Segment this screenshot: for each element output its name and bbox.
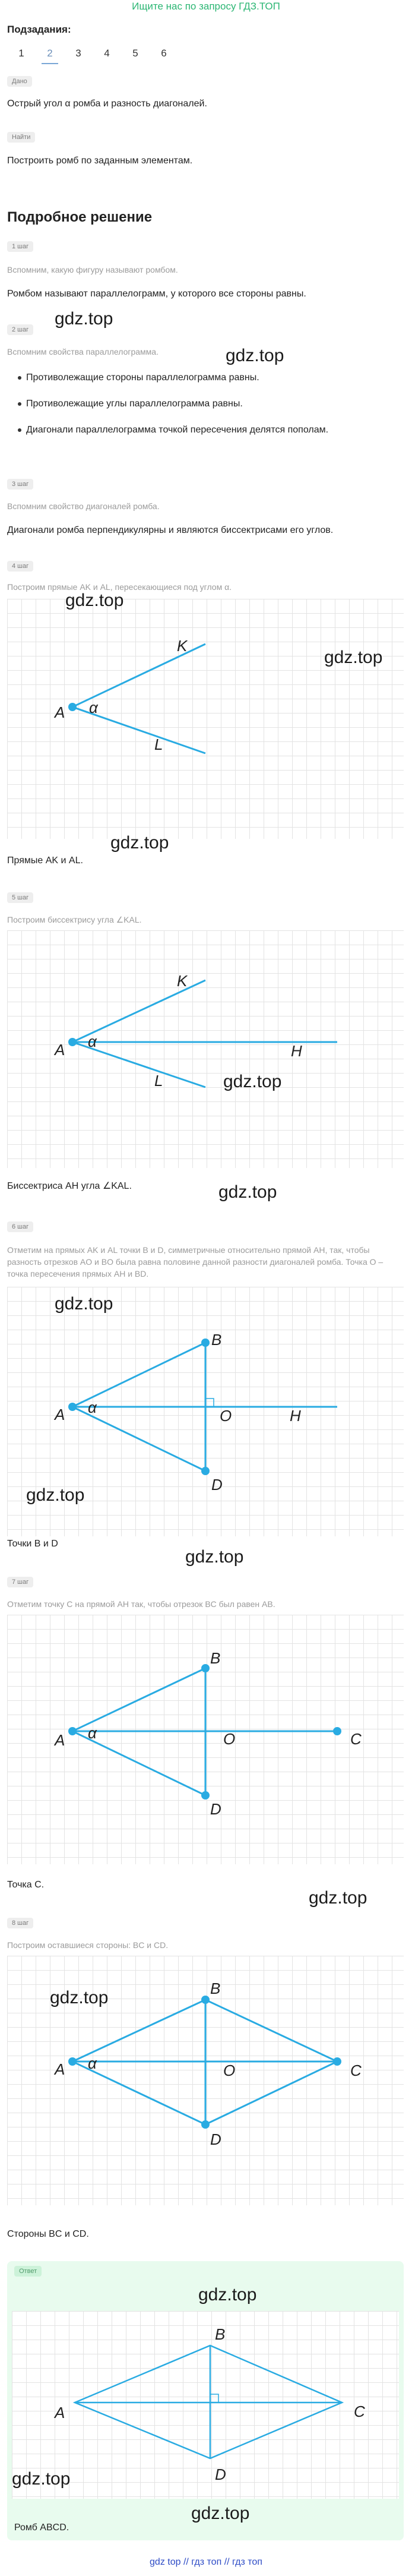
label-alpha: α (88, 1399, 97, 1416)
subtask-tab-3[interactable]: 3 (75, 48, 81, 59)
step-5-muted: Построим биссектрису угла ∠KAL. (7, 915, 142, 924)
point-a (68, 1727, 77, 1735)
watermark: gdz.top (309, 1888, 367, 1908)
answer-caption: Ромб ABCD. (14, 2523, 69, 2533)
point-d (201, 1791, 210, 1800)
figure-5-grid (7, 930, 404, 1168)
step-6-chip: 6 шаг (7, 1221, 33, 1232)
right-angle-mark (205, 1399, 214, 1407)
watermark: gdz.top (55, 309, 113, 329)
point-c (333, 2057, 341, 2066)
footer-links[interactable]: gdz top // гдз топ // гдз топ (150, 2557, 262, 2567)
watermark: gdz.top (50, 1988, 109, 2007)
subtask-tab-5[interactable]: 5 (132, 48, 138, 59)
label-a: A (55, 1731, 65, 1749)
label-a: A (55, 2404, 65, 2422)
given-chip: Дано (7, 76, 32, 87)
step-1-text: Ромбом называют параллелограмм, у которого все стороны равны. (7, 289, 306, 299)
step-8-caption: Стороны BC и CD. (7, 2229, 89, 2239)
step-4-caption: Прямые AK и AL. (7, 855, 83, 866)
label-d: D (210, 2130, 221, 2148)
label-l: L (154, 735, 163, 753)
step-2-muted: Вспомним свойства параллелограмма. (7, 347, 159, 356)
point-c (333, 1727, 341, 1735)
watermark: gdz.top (218, 1182, 277, 1202)
step-3-text: Диагонали ромба перпендикулярны и являются биссектрисами его углов. (7, 525, 334, 535)
step-5-chip: 5 шаг (7, 892, 33, 903)
label-h: H (290, 1407, 301, 1425)
subtask-tab-1[interactable]: 1 (18, 48, 24, 59)
step-3-chip: 3 шаг (7, 479, 33, 490)
find-chip: Найти (7, 132, 35, 143)
step-7-caption: Точка C. (7, 1880, 45, 1890)
label-d: D (211, 1476, 223, 1494)
label-k: K (177, 637, 188, 655)
label-a: A (55, 703, 65, 721)
point-b (201, 1996, 210, 2004)
step-2-chip: 2 шаг (7, 324, 33, 335)
step-8-chip: 8 шаг (7, 1918, 33, 1928)
watermark: gdz.top (198, 2285, 257, 2304)
label-a: A (55, 1041, 65, 1059)
step-1-chip: 1 шаг (7, 241, 33, 252)
label-a: A (55, 1406, 65, 1423)
right-angle-mark (210, 2394, 218, 2403)
point-a (68, 2057, 77, 2066)
answer-box (7, 2261, 404, 2540)
label-o: O (223, 1730, 236, 1748)
step-8-muted: Построим оставшиеся стороны: BC и CD. (7, 1940, 169, 1950)
label-b: B (210, 1980, 221, 1997)
step-2-list (7, 372, 328, 450)
step-1-muted: Вспомним, какую фигуру называют ромбом. (7, 265, 178, 274)
point-d (201, 2120, 210, 2129)
watermark: gdz.top (223, 1072, 282, 1091)
figure-7-grid (7, 1615, 404, 1864)
top-banner[interactable]: Ищите нас по запросу ГДЗ.ТОП (132, 1, 280, 12)
step-7-chip: 7 шаг (7, 1577, 33, 1587)
label-c: C (354, 2403, 365, 2420)
point-a (68, 1403, 77, 1411)
label-d: D (215, 2465, 226, 2483)
find-text: Построить ромб по заданным элементам. (7, 156, 193, 166)
label-c: C (350, 2062, 362, 2079)
label-k: K (177, 972, 188, 990)
subtask-tabs (7, 43, 178, 64)
point-d (201, 1467, 210, 1475)
step-7-muted: Отметим точку C на прямой AH так, чтобы отрезок BC был равен AB. (7, 1599, 275, 1609)
solution-title: Подробное решение (7, 209, 153, 225)
label-alpha: α (88, 1724, 97, 1742)
label-h: H (291, 1042, 302, 1060)
label-c: C (350, 1730, 362, 1748)
label-a: A (55, 2060, 65, 2078)
subtask-tab-6[interactable]: 6 (161, 48, 167, 59)
label-alpha: α (88, 1033, 97, 1050)
given-text: Острый угол α ромба и разность диагоналей. (7, 99, 207, 109)
segment-ad (72, 1407, 205, 1471)
label-l: L (154, 1072, 163, 1090)
watermark: gdz.top (110, 833, 169, 853)
figure-7 (7, 1615, 404, 1864)
label-o: O (223, 2062, 236, 2079)
watermark: gdz.top (12, 2469, 71, 2489)
point-a (68, 1038, 77, 1046)
watermark: gdz.top (324, 648, 383, 667)
point-b (201, 1664, 210, 1672)
answer-chip: Ответ (14, 2266, 42, 2277)
watermark: gdz.top (26, 1485, 85, 1505)
figure-5 (7, 930, 404, 1168)
segment-ab (72, 1343, 205, 1407)
step-4-muted: Построим прямые AK и AL, пересекающиеся под углом α. (7, 582, 232, 592)
label-o: O (220, 1407, 232, 1425)
label-d: D (210, 1800, 221, 1818)
label-alpha: α (89, 699, 98, 716)
watermark: gdz.top (191, 2504, 250, 2523)
figure-4 (7, 599, 404, 839)
label-b: B (210, 1649, 221, 1667)
watermark: gdz.top (55, 1294, 113, 1314)
figure-4-grid (7, 599, 404, 839)
label-b: B (215, 2325, 226, 2343)
watermark: gdz.top (65, 591, 124, 610)
list-item: Противолежащие стороны параллелограмма равны. (7, 372, 328, 398)
subtask-tab-4[interactable]: 4 (104, 48, 110, 59)
label-b: B (211, 1331, 222, 1349)
watermark: gdz.top (185, 1547, 244, 1567)
watermark: gdz.top (226, 346, 284, 365)
segment-ab (72, 1668, 205, 1731)
step-6-muted: Отметим на прямых AK и AL точки B и D, симметричные относительно прямой AH, так, чтобы разность отрезков AO и BO была равна половине данной разности диагоналей ромба. Точка O – точка пересечения прямых AH и BD. (7, 1245, 384, 1278)
step-5-caption: Биссектриса AH угла ∠KAL. (7, 1181, 132, 1191)
point-b (201, 1338, 210, 1347)
label-alpha: α (88, 2054, 97, 2072)
subtask-tab-2[interactable]: 2 (36, 43, 64, 64)
point-a (68, 703, 77, 711)
step-3-muted: Вспомним свойство диагоналей ромба. (7, 501, 160, 511)
subtasks-label: Подзадания: (7, 24, 71, 35)
step-6-caption: Точки B и D (7, 1539, 58, 1549)
step-4-chip: 4 шаг (7, 561, 33, 572)
list-item: Диагонали параллелограмма точкой пересечения делятся пополам. (7, 424, 328, 450)
list-item: Противолежащие углы параллелограмма равны. (7, 398, 328, 424)
